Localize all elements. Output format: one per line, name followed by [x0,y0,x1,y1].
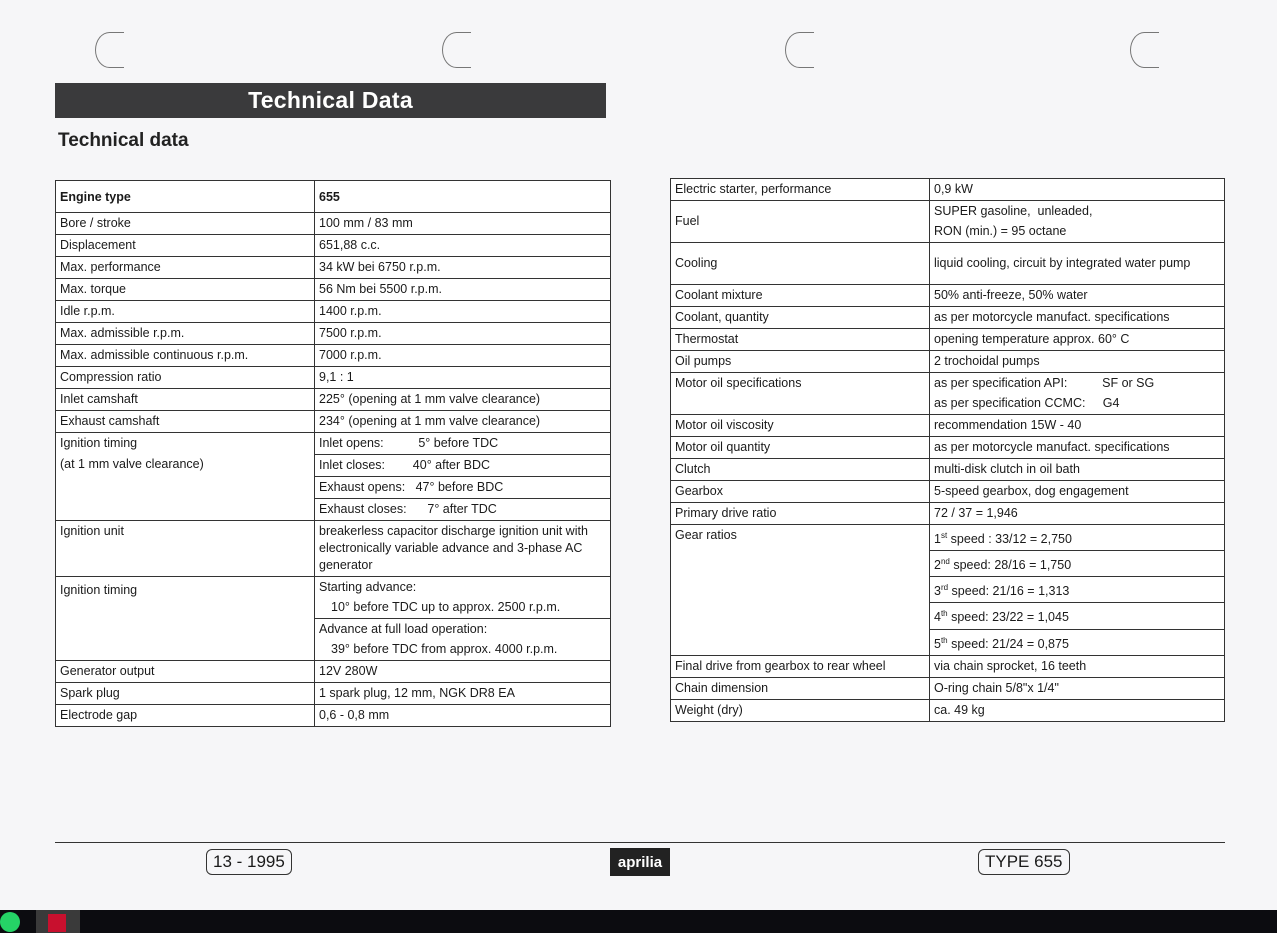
gear-ordinal-suffix: nd [940,557,950,567]
spec-value-line: RON (min.) = 95 octane [934,224,1067,238]
right-spec-table [670,178,1225,722]
spec-label: Max. admissible continuous r.p.m. [56,345,315,367]
spec-value [315,433,611,521]
spec-value: 50% anti-freeze, 50% water [930,285,1225,307]
gear-ordinal-suffix: th [940,635,948,645]
spec-value: 2 trochoidal pumps [930,351,1225,373]
page-subtitle: Technical data [58,130,189,151]
gear-ratio-text: speed: 21/16 = 1,313 [948,584,1070,599]
table-row [56,521,611,577]
spec-label: Coolant, quantity [671,307,930,329]
spec-value: 1400 r.p.m. [315,301,611,323]
table-row [56,433,611,521]
spec-label: Thermostat [671,329,930,351]
gear-ordinal-suffix: st [940,531,948,540]
spec-value: 34 kW bei 6750 r.p.m. [315,257,611,279]
spec-subvalue: Inlet closes: 40° after BDC [315,455,610,477]
spec-value: 72 / 37 = 1,946 [930,503,1225,525]
spec-label-line: (at 1 mm valve clearance) [60,457,204,471]
table-row [56,705,611,727]
spec-value: as per motorcycle manufact. specifications [930,437,1225,459]
footer-type: TYPE 655 [978,849,1070,875]
spec-label: Idle r.p.m. [56,301,315,323]
table-row [671,179,1225,201]
gear-number: 1 [934,532,941,547]
spec-label: Clutch [671,459,930,481]
whatsapp-icon[interactable] [0,912,20,932]
table-row [671,459,1225,481]
spec-value-line: SUPER gasoline, unleaded, [934,204,1093,218]
spec-value: via chain sprocket, 16 teeth [930,655,1225,677]
spec-value: 651,88 c.c. [315,235,611,257]
spec-label: Motor oil quantity [671,437,930,459]
gear-ratio-item [930,630,1224,655]
gear-number: 4 [934,610,941,625]
spec-label: Weight (dry) [671,699,930,721]
spec-label: Max. performance [56,257,315,279]
spec-subvalue [315,577,610,618]
gear-number: 3 [934,584,941,599]
spec-value: recommendation 15W - 40 [930,415,1225,437]
taskbar [0,910,1277,933]
spec-label: Engine type [56,181,315,213]
footer-date: 13 - 1995 [206,849,292,875]
spec-label: Inlet camshaft [56,389,315,411]
spec-value: O-ring chain 5/8"x 1/4" [930,677,1225,699]
spec-label: Chain dimension [671,677,930,699]
spec-label: Oil pumps [671,351,930,373]
table-row [671,415,1225,437]
spec-subvalue-line: 39° before TDC from approx. 4000 r.p.m. [331,642,558,656]
table-row [56,367,611,389]
left-spec-table [55,180,611,727]
spec-subvalue: Inlet opens: 5° before TDC [315,433,610,455]
spec-value: 5-speed gearbox, dog engagement [930,481,1225,503]
gear-ratio-item [930,603,1224,629]
spec-subvalue: Exhaust opens: 47° before BDC [315,477,610,499]
spec-label: Motor oil specifications [671,373,930,415]
spec-label: Displacement [56,235,315,257]
table-row [56,411,611,433]
table-row [671,243,1225,285]
gear-ordinal-suffix: rd [940,583,949,593]
spec-subvalue: Exhaust closes: 7° after TDC [319,502,497,516]
table-row [671,677,1225,699]
table-row [56,257,611,279]
table-row [56,323,611,345]
gear-number: 5 [934,636,941,651]
gear-ratio-item [930,525,1224,551]
spec-value: ca. 49 kg [930,699,1225,721]
spec-value: 225° (opening at 1 mm valve clearance) [315,389,611,411]
table-row [671,373,1225,415]
spec-label: Coolant mixture [671,285,930,307]
gear-ratio-item [930,577,1224,603]
footer-rule [55,842,1225,843]
table-row [671,329,1225,351]
spec-label: Exhaust camshaft [56,411,315,433]
spec-label: Ignition timing [56,577,315,661]
spec-subvalue-line: Advance at full load operation: [319,622,488,636]
spec-label: Generator output [56,661,315,683]
spec-value-line: as per specification API: SF or SG [934,376,1155,390]
table-row [56,661,611,683]
gear-ratio-item [930,551,1224,577]
table-row [671,655,1225,677]
table-row [56,577,611,661]
aprilia-logo: aprilia [610,848,670,876]
table-row [56,279,611,301]
spec-value: 7000 r.p.m. [315,345,611,367]
table-row [671,437,1225,459]
table-row [56,213,611,235]
spec-label: Electric starter, performance [671,179,930,201]
gear-ratio-text: speed: 28/16 = 1,750 [949,558,1072,573]
spec-value: opening temperature approx. 60° C [930,329,1225,351]
spec-value: 0,6 - 0,8 mm [315,705,611,727]
taskbar-app-button[interactable] [36,910,80,933]
spec-label: Cooling [671,243,930,285]
gear-number: 2 [934,558,941,573]
spec-label: Spark plug [56,683,315,705]
spec-value: 655 [315,181,611,213]
spec-label: Primary drive ratio [671,503,930,525]
table-row [671,351,1225,373]
table-row [56,181,611,213]
spec-label: Fuel [671,201,930,243]
table-row [56,345,611,367]
spec-label: Final drive from gearbox to rear wheel [671,655,930,677]
spec-value [930,373,1225,415]
spec-value [930,201,1225,243]
spec-label: Ignition unit [56,521,315,577]
section-banner: Technical Data [55,83,606,118]
spec-label: Max. admissible r.p.m. [56,323,315,345]
spec-value: breakerless capacitor discharge ignition unit with electronically variable advance and 3-phase AC generator [315,521,611,577]
spec-value [315,577,611,661]
spec-label: Bore / stroke [56,213,315,235]
spec-value: 0,9 kW [930,179,1225,201]
spec-label: Gear ratios [671,525,930,656]
table-row [56,301,611,323]
spec-value: as per motorcycle manufact. specifications [930,307,1225,329]
table-row [671,307,1225,329]
binder-hole [95,32,124,68]
spec-value-line: as per specification CCMC: G4 [934,396,1120,410]
spec-value: 100 mm / 83 mm [315,213,611,235]
binder-hole [1130,32,1159,68]
gear-ordinal-suffix: th [940,609,948,619]
spec-subvalue [315,618,610,660]
spec-value: liquid cooling, circuit by integrated water pump [930,243,1225,285]
spec-subvalue-line: Starting advance: [319,580,417,594]
table-row [671,525,1225,656]
gear-ratio-text: speed: 21/24 = 0,875 [947,636,1069,651]
pdf-icon [48,914,66,932]
spec-value [930,525,1225,656]
spec-value: multi-disk clutch in oil bath [930,459,1225,481]
table-row [56,389,611,411]
spec-value: 1 spark plug, 12 mm, NGK DR8 EA [315,683,611,705]
spec-value: 7500 r.p.m. [315,323,611,345]
binder-hole [785,32,814,68]
spec-subvalue-line: 10° before TDC up to approx. 2500 r.p.m. [331,600,561,614]
binder-hole [442,32,471,68]
spec-label: Motor oil viscosity [671,415,930,437]
gear-ratio-text: speed: 23/22 = 1,045 [947,610,1069,625]
table-row [671,201,1225,243]
spec-value: 56 Nm bei 5500 r.p.m. [315,279,611,301]
table-row [671,503,1225,525]
table-row [671,699,1225,721]
table-row [671,285,1225,307]
spec-label [56,433,315,521]
spec-value: 234° (opening at 1 mm valve clearance) [315,411,611,433]
spec-value: 12V 280W [315,661,611,683]
gear-ratio-text: speed : 33/12 = 2,750 [947,532,1072,547]
spec-value: 9,1 : 1 [315,367,611,389]
spec-label: Electrode gap [56,705,315,727]
table-row [56,683,611,705]
spec-label-line: Ignition timing [60,436,138,450]
spec-label: Gearbox [671,481,930,503]
table-row [56,235,611,257]
spec-label: Compression ratio [56,367,315,389]
table-row [671,481,1225,503]
spec-label: Max. torque [56,279,315,301]
